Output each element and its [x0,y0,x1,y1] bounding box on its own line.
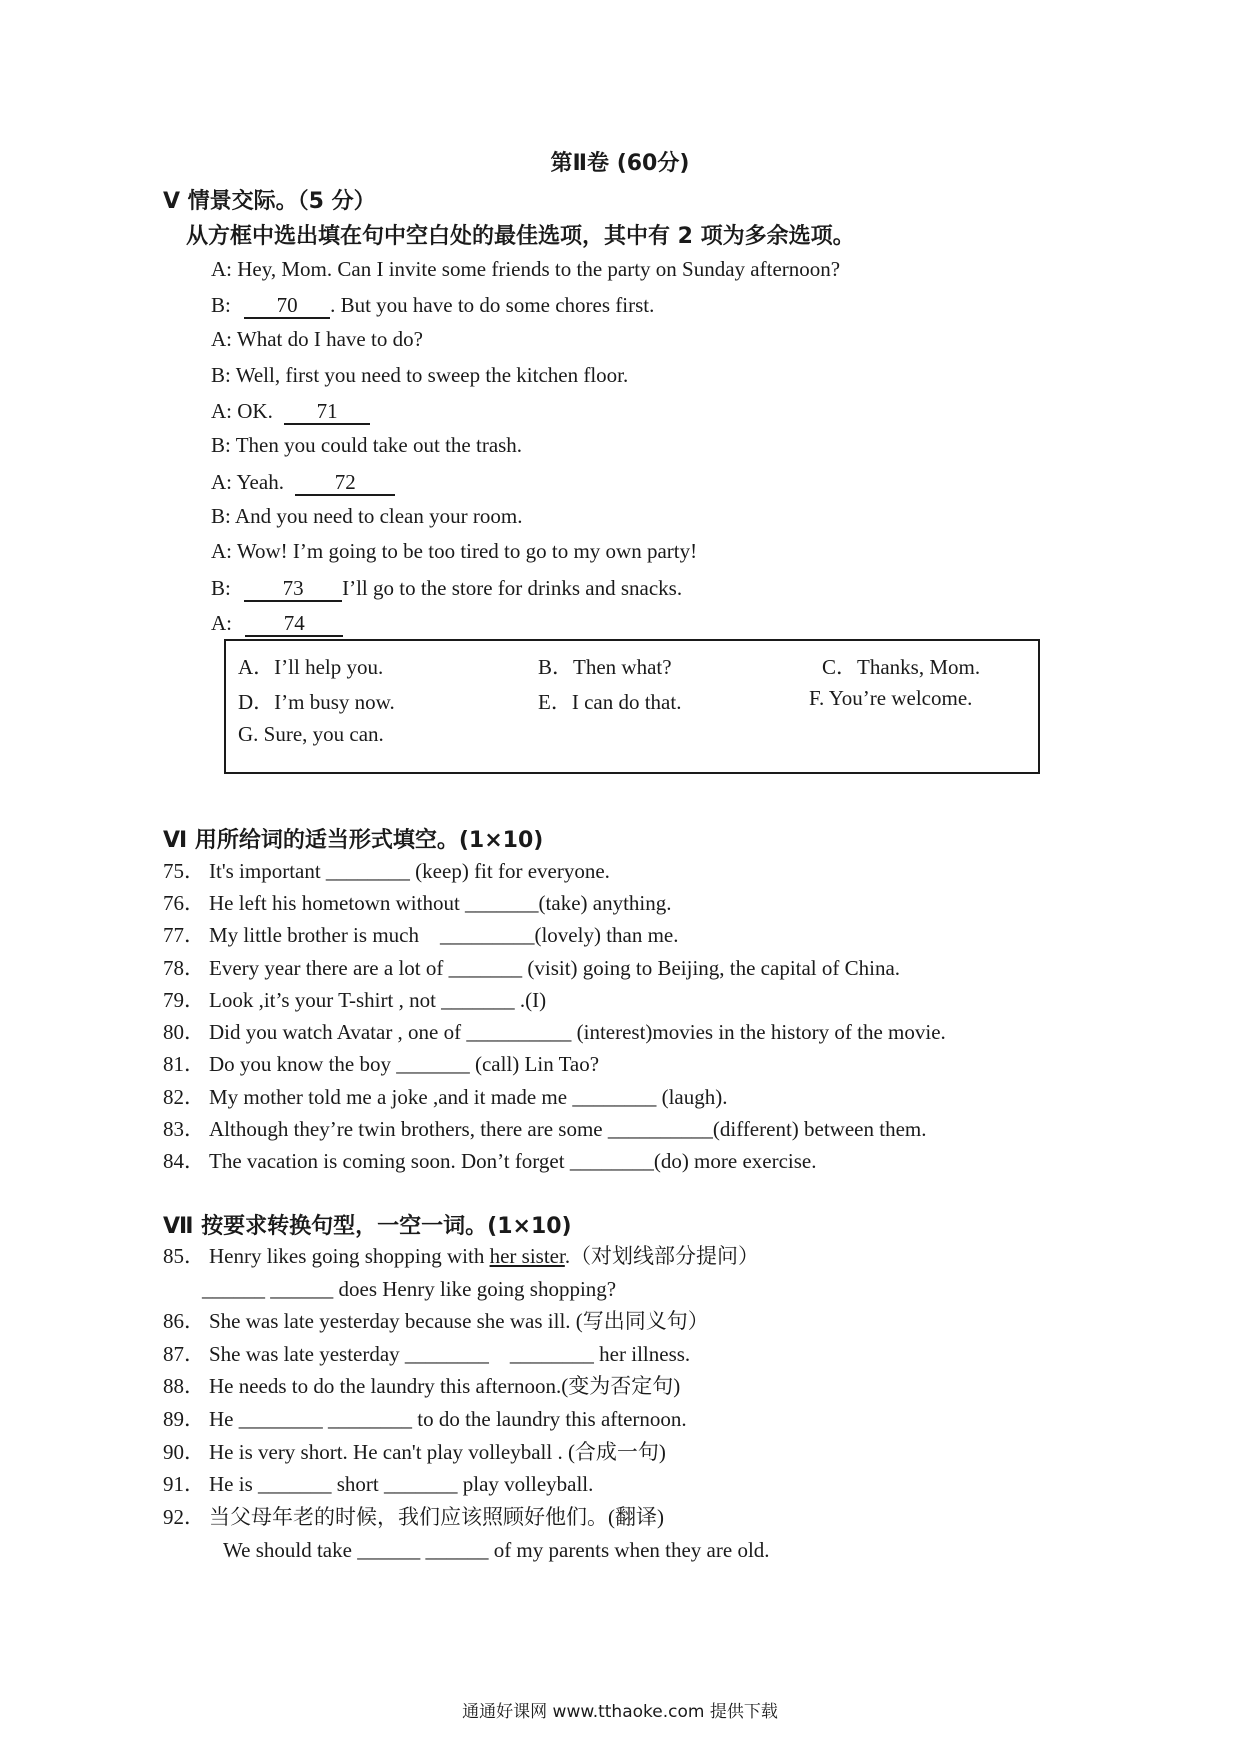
dialogue-line: A: Yeah. 72 [211,471,395,496]
dialogue-line: A: What do I have to do? [211,327,423,351]
answer-blank[interactable]: 72 [295,471,395,496]
dialogue-line: B: Well, first you need to sweep the kitchen floor. [211,363,629,387]
option-f: F. You’re welcome. [809,686,973,710]
question-85: 85． Henry likes going shopping with her sister.（对划线部分提问） [163,1244,760,1268]
dialogue-line: B: 73 I’ll go to the store for drinks and snacks. [211,577,682,602]
option-g: G. Sure, you can. [238,722,384,746]
question-86: 86． She was late yesterday because she was ill. (写出同义句） [163,1309,709,1333]
question-76: 76． He left his hometown without _______(take) anything. [163,891,672,915]
dialogue-line: B: And you need to clean your room. [211,504,523,528]
question-92-answer: We should take ______ ______ of my parents when they are old. [223,1538,770,1562]
dialogue-line: B: 70 . But you have to do some chores first. [211,294,654,319]
question-89: 89． He ________ ________ to do the laundry this afternoon. [163,1407,687,1431]
section-5-heading: V 情景交际。（5 分） [163,189,376,214]
answer-blank[interactable]: 71 [284,400,370,425]
question-85-answer: ______ ______ does Henry like going shopping? [202,1277,617,1301]
underlined-phrase: her sister [489,1244,565,1268]
question-88: 88． He needs to do the laundry this afternoon.(变为否定句) [163,1374,681,1398]
dialogue-line: A: Hey, Mom. Can I invite some friends to the party on Sunday afternoon? [211,257,841,281]
paper-title: 第Ⅱ卷 (60分) [550,151,690,176]
section-6-heading: Ⅵ 用所给词的适当形式填空。(1×10) [163,828,544,853]
answer-blank[interactable]: 70 [244,294,330,319]
question-84: 84． The vacation is coming soon. Don’t forget ________(do) more exercise. [163,1149,817,1173]
question-80: 80． Did you watch Avatar , one of __________ (interest)movies in the history of the movie. [163,1020,946,1044]
question-83: 83． Although they’re twin brothers, there are some __________(different) between them. [163,1117,927,1141]
dialogue-line: A: OK. 71 [211,400,370,425]
footer-credit: 通通好课网 www.tthaoke.com 提供下载 [462,1702,778,1722]
question-79: 79． Look ,it’s your T-shirt , not _______ .(I) [163,988,547,1012]
options-box [224,639,1040,774]
question-78: 78． Every year there are a lot of _______ (visit) going to Beijing, the capital of China. [163,956,901,980]
question-91: 91． He is _______ short _______ play volleyball. [163,1472,594,1496]
question-77: 77． My little brother is much _________(lovely) than me. [163,923,679,947]
question-90: 90． He is very short. He can't play volleyball . (合成一句) [163,1440,666,1464]
dialogue-line: A: Wow! I’m going to be too tired to go to my own party! [211,539,698,563]
section-7-heading: Ⅶ 按要求转换句型，一空一词。(1×10) [163,1214,572,1239]
option-a: A．I’ll help you. [238,655,384,679]
question-92: 92． 当父母年老的时候，我们应该照顾好他们。(翻译) [163,1505,664,1529]
option-d: D．I’m busy now. [238,690,395,714]
question-82: 82． My mother told me a joke ,and it made me ________ (laugh). [163,1085,728,1109]
question-81: 81． Do you know the boy _______ (call) Lin Tao? [163,1052,600,1076]
option-b: B．Then what? [538,655,672,679]
answer-blank[interactable]: 73 [244,577,342,602]
answer-blank[interactable]: 74 [245,612,343,637]
option-e: E．I can do that. [538,690,682,714]
section-5-instruction: 从方框中选出填在句中空白处的最佳选项，其中有 2 项为多余选项。 [186,224,855,249]
question-75: 75． It's important ________ (keep) fit for everyone. [163,859,610,883]
dialogue-line: A: 74 [211,612,343,637]
option-c: C．Thanks, Mom. [822,655,981,679]
dialogue-line: B: Then you could take out the trash. [211,433,523,457]
question-87: 87． She was late yesterday ________ ________ her illness. [163,1342,691,1366]
